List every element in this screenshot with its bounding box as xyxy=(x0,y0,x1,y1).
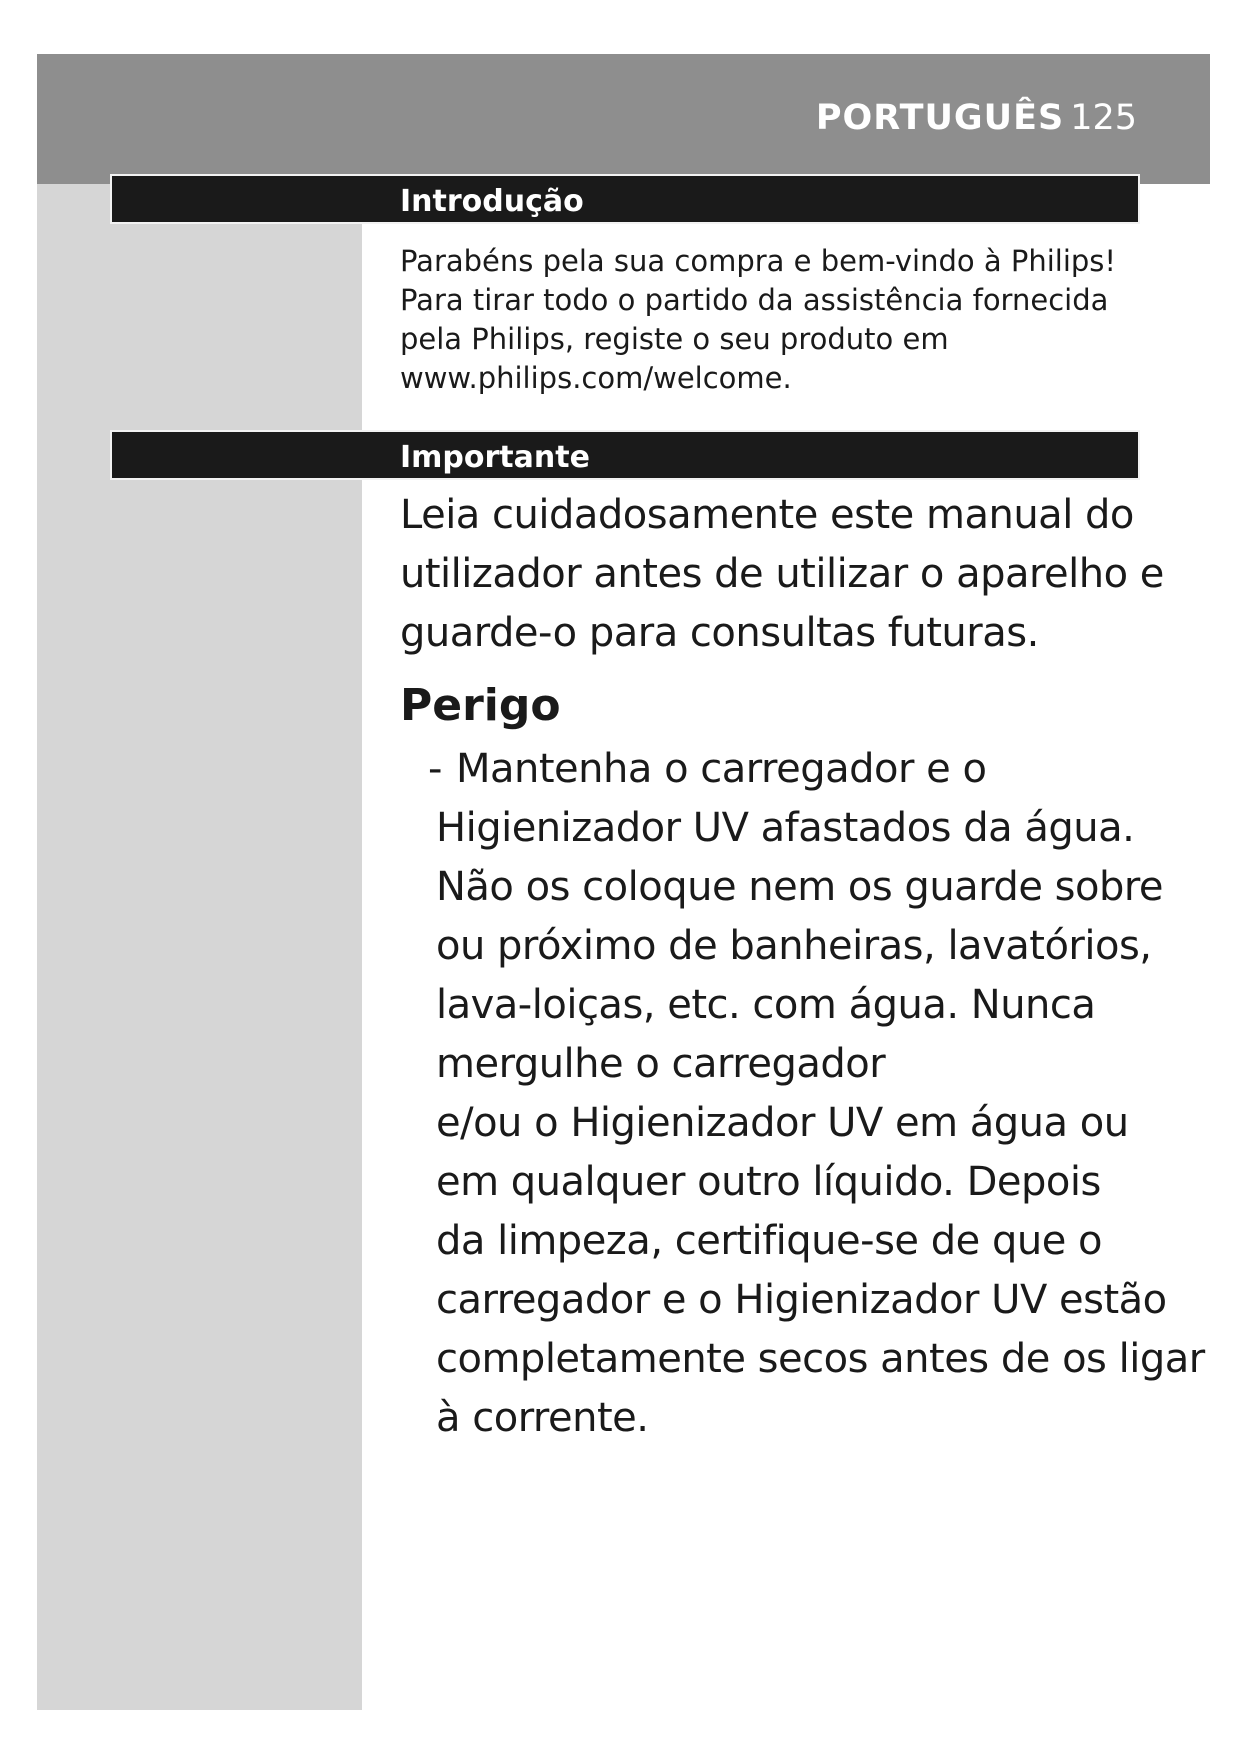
danger-line: lava-loiças, etc. com água. Nunca xyxy=(436,982,1096,1028)
danger-line: ou próximo de banheiras, lavatórios, xyxy=(436,923,1152,969)
intro-line: www.philips.com/welcome. xyxy=(400,361,792,395)
danger-heading: Perigo xyxy=(400,680,561,731)
left-margin-band xyxy=(37,184,362,1710)
danger-line: e/ou o Higienizador UV em água ou xyxy=(436,1100,1129,1146)
danger-line: completamente secos antes de os ligar xyxy=(436,1336,1205,1382)
danger-line: Higienizador UV afastados da água. xyxy=(436,805,1135,851)
language-label: PORTUGUÊS xyxy=(815,98,1065,138)
section-title-introduction: Introdução xyxy=(400,184,584,219)
danger-line: à corrente. xyxy=(436,1395,649,1441)
danger-line: Mantenha o carregador e o xyxy=(456,746,987,792)
section-bar-important xyxy=(110,430,1140,480)
danger-line: mergulhe o carregador xyxy=(436,1041,886,1087)
intro-line: Parabéns pela sua compra e bem-vindo à Philips! xyxy=(400,244,1117,278)
danger-line: carregador e o Higienizador UV estão xyxy=(436,1277,1167,1323)
introduction-paragraph xyxy=(400,242,1120,398)
intro-line: Para tirar todo o partido da assistência fornecida xyxy=(400,283,1109,317)
important-line: guarde-o para consultas futuras. xyxy=(400,610,1039,656)
page-header xyxy=(816,98,1137,138)
danger-line: da limpeza, certifique-se de que o xyxy=(436,1218,1102,1264)
section-bar-introduction xyxy=(110,174,1140,224)
intro-line: pela Philips, registe o seu produto em xyxy=(400,322,949,356)
bullet-dash: - xyxy=(428,746,442,792)
danger-line: em qualquer outro líquido. Depois xyxy=(436,1159,1101,1205)
important-line: Leia cuidadosamente este manual do xyxy=(400,492,1134,538)
page-number: 125 xyxy=(1070,98,1137,138)
important-line: utilizador antes de utilizar o aparelho e xyxy=(400,551,1164,597)
danger-line: Não os coloque nem os guarde sobre xyxy=(436,864,1164,910)
section-title-important: Importante xyxy=(400,440,590,475)
danger-list-item xyxy=(428,740,1205,1448)
important-paragraph xyxy=(400,486,1164,663)
